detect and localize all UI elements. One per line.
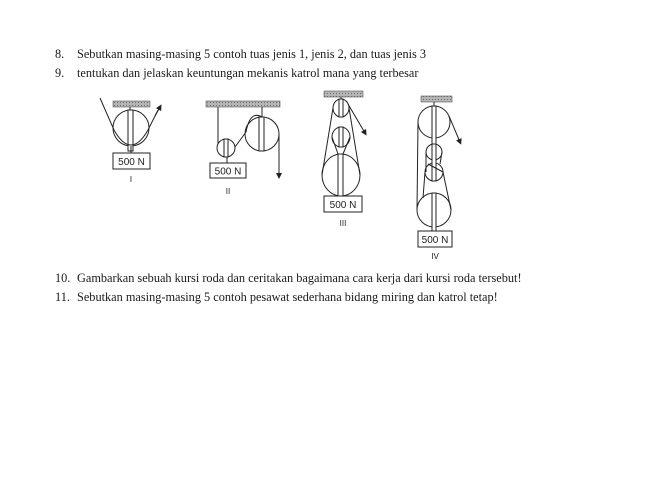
question-number: 10.	[55, 271, 71, 285]
load-label: 500 N	[421, 235, 449, 246]
question-text: Gambarkan sebuah kursi roda dan ceritakan bagaimana cara kerja dari kursi roda tersebut!	[77, 271, 522, 285]
question-number: 9.	[55, 66, 65, 80]
load-label: 500 N	[214, 166, 242, 178]
ceiling-icon	[324, 91, 363, 97]
figure-caption: II	[225, 187, 231, 196]
figure-caption: I	[129, 175, 133, 184]
question-number: 8.	[55, 47, 65, 61]
question-text: Sebutkan masing-masing 5 contoh pesawat sederhana bidang miring dan katrol tetap!	[77, 290, 498, 304]
ceiling-icon	[113, 101, 150, 107]
figure-pulley-III	[322, 91, 365, 212]
figure-pulley-IV	[417, 96, 460, 247]
figure-caption: III	[339, 219, 347, 228]
question-text: Sebutkan masing-masing 5 contoh tuas jenis 1, jenis 2, dan tuas jenis 3	[77, 47, 427, 61]
question-number: 11.	[55, 290, 70, 304]
question-text: tentukan dan jelaskan keuntungan mekanis katrol mana yang terbesar	[77, 66, 419, 80]
ceiling-icon	[206, 101, 280, 107]
load-label: 500 N	[329, 200, 357, 211]
figure-caption: IV	[431, 252, 439, 261]
load-label: 500 N	[118, 157, 145, 168]
ceiling-icon	[421, 96, 452, 102]
